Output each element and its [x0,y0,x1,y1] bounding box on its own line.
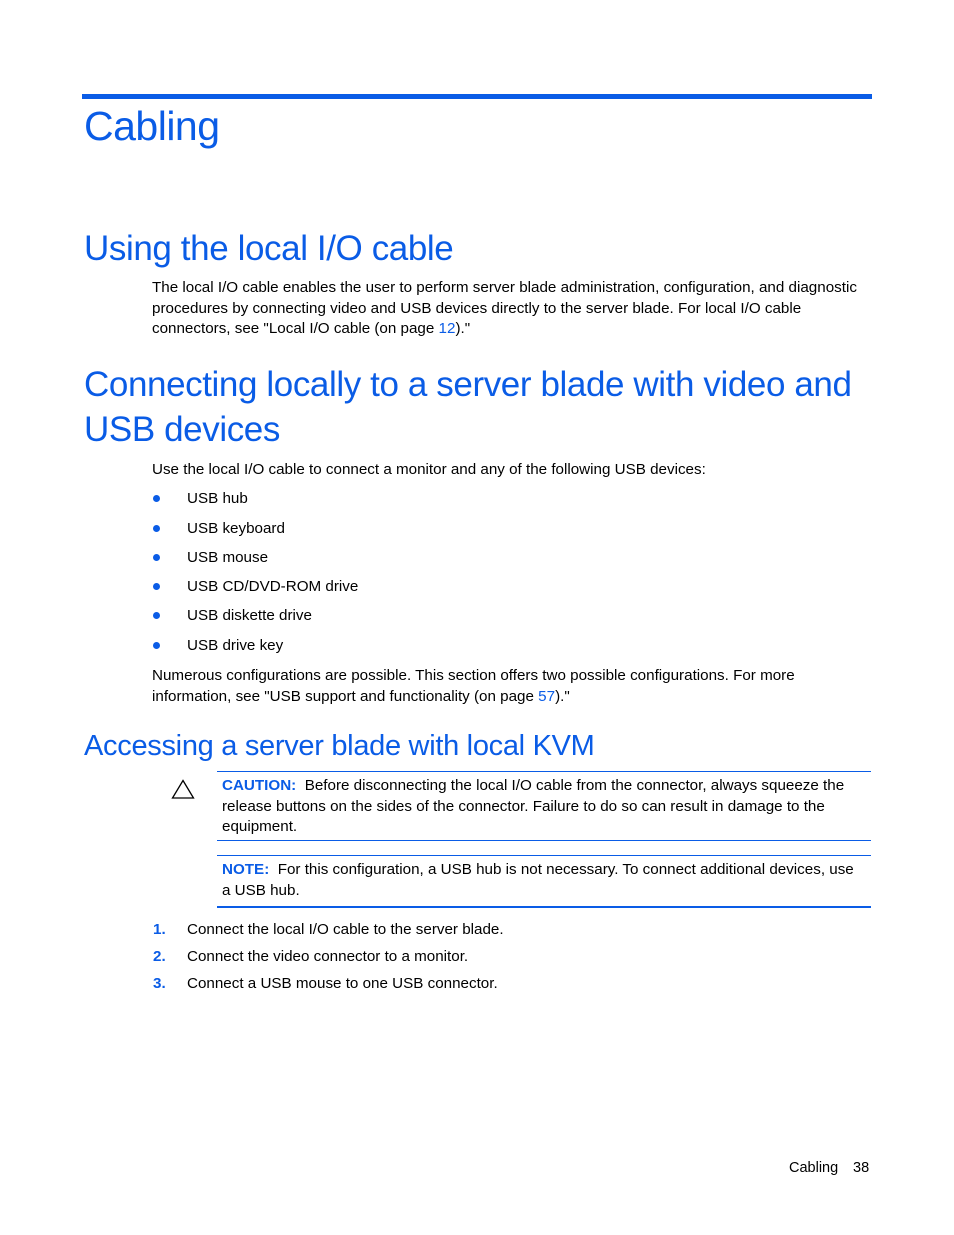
section-heading-accessing-local-kvm: Accessing a server blade with local KVM [84,730,595,762]
page-link-12[interactable]: 12 [438,320,456,337]
section1-paragraph-text: The local I/O cable enables the user to perform server blade administration, configuration, and diagnostic procedures by connecting video and USB devices directly to the server blade. For local I/O cable connectors, see "Local I/O cable (on page [152,279,857,337]
bullet-icon [153,642,160,649]
note-callout [217,855,871,908]
caution-triangle-icon [171,779,195,799]
list-item-text: USB hub [187,490,248,507]
bullet-icon [153,495,160,502]
step-text: Connect the video connector to a monitor. [187,948,469,965]
section2-heading-line2: USB devices [84,410,280,449]
caution-top-rule [217,771,871,772]
section2-paragraph-tail: )." [555,687,570,705]
section-heading-using-local-io-cable: Using the local I/O cable [84,229,454,268]
note-top-rule [217,855,871,856]
list-item-text: USB mouse [187,549,269,566]
footer-section-name: Cabling [789,1160,839,1176]
section2-intro: Use the local I/O cable to connect a monitor and any of the following USB devices: [152,461,706,478]
footer-page-number: 38 [853,1160,870,1176]
caution-body [222,776,862,838]
list-item-text: USB CD/DVD-ROM drive [187,578,359,595]
section1-paragraph-tail: )." [455,320,471,337]
section2-paragraph-text: Numerous configurations are possible. This section offers two possible configurations. For more information, see "USB support and functionality (on page [152,667,795,705]
bullet-icon [153,583,160,590]
note-body [222,860,862,901]
page-link-57[interactable]: 57 [538,687,556,705]
note-text: For this configuration, a USB hub is not necessary. To connect additional devices, use a USB hub. [222,861,854,899]
list-item-text: USB keyboard [187,520,285,537]
caution-callout [217,771,871,841]
section2-paragraph [152,666,862,707]
note-bottom-rule [217,906,871,908]
chapter-top-rule [82,94,872,99]
step-number: 3. [153,975,166,992]
bullet-icon [153,525,160,532]
list-item-text: USB drive key [187,637,284,654]
caution-text: Before disconnecting the local I/O cable from the connector, always squeeze the release buttons on the sides of the connector. Failure to do so can result in damage to the equipment. [222,777,845,835]
section1-paragraph [152,278,862,340]
step-text: Connect a USB mouse to one USB connector. [187,975,498,992]
chapter-title: Cabling [84,103,220,149]
caution-bottom-rule [217,840,871,841]
bullet-icon [153,612,160,619]
step-number: 1. [153,921,166,938]
section-heading-connecting-locally [84,362,852,452]
bullet-icon [153,554,160,561]
note-label: NOTE: [222,861,270,878]
caution-label: CAUTION: [222,777,297,794]
step-text: Connect the local I/O cable to the server blade. [187,921,504,938]
list-item-text: USB diskette drive [187,607,312,624]
step-number: 2. [153,948,166,965]
section2-heading-line1: Connecting locally to a server blade with video and [84,365,852,404]
